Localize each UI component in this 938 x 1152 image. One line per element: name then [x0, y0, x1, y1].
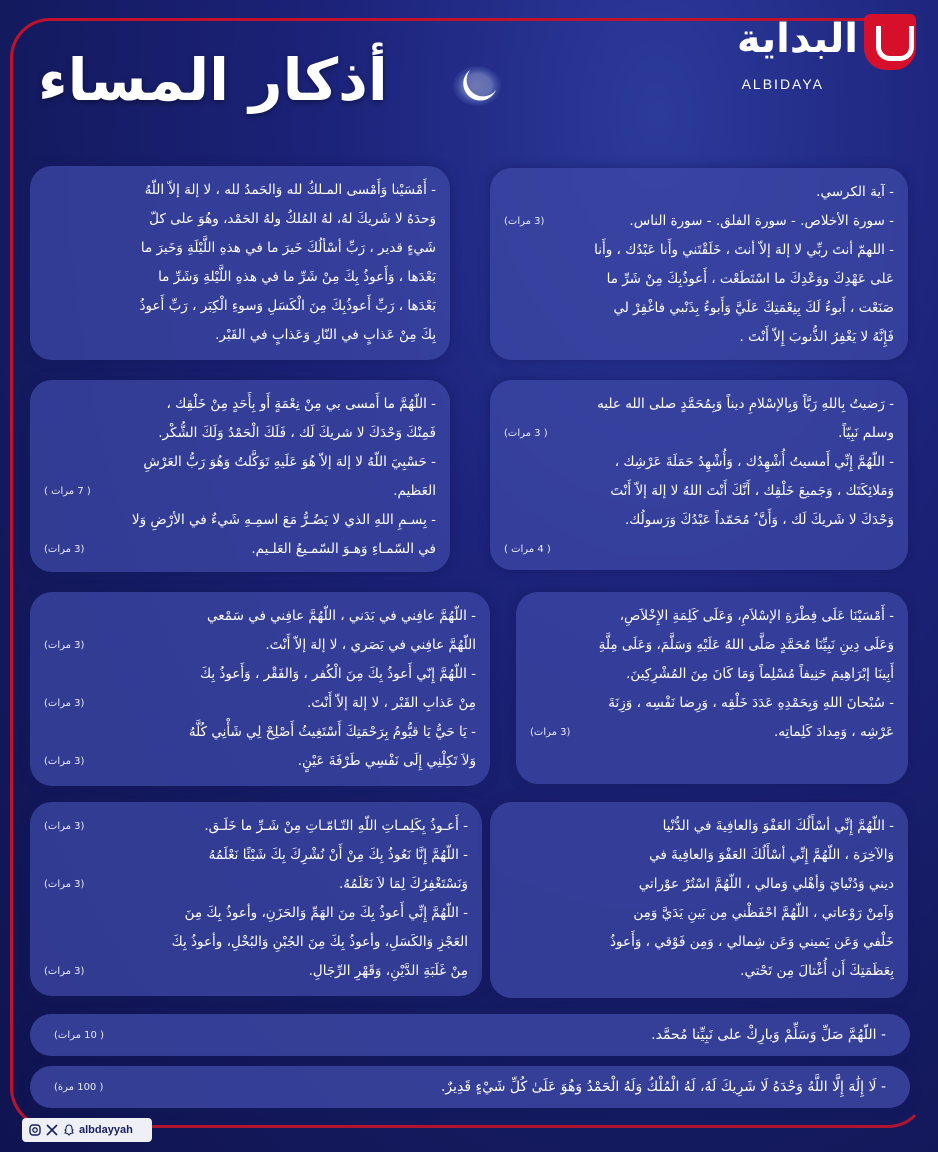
- repeat-count: (3 مرات): [44, 821, 85, 832]
- dhikr-text: وَالآخِرَة ، اللّهُمَّ إِنِّي أسْأَلُكَ العَفْوَ وَالعافِيةَ في: [649, 847, 894, 863]
- repeat-count: ( 100 مرة): [54, 1081, 104, 1093]
- dhikr-line: [504, 265, 894, 294]
- dhikr-line: [44, 477, 436, 506]
- dhikr-text: وَحْدَكَ لا شَريكَ لَك ، وَأَنَّ ُ مُحَمّداً عَبْدُكَ وَرَسولُك.: [624, 512, 894, 528]
- dhikr-line: [44, 812, 468, 841]
- dhikr-line: [504, 957, 894, 986]
- dhikr-text: عَلى عَهْدِكَ ووَعْدِكَ ما اسْتَطَعْت ، أَعوذُبِكَ مِنْ شَرِّ ما: [606, 271, 894, 287]
- dhikr-text: مِنْ عَذابِ القَبْر ، لا إلهَ إلاّ أَنْتَ.: [306, 695, 476, 711]
- dhikr-text: وَحدَهُ لا شَريكَ لهُ، لهُ المُلكُ ولهُ الحَمْد، وهُوَ على كلّ: [149, 211, 436, 227]
- dhikr-line: [504, 294, 894, 323]
- dhikr-line: [504, 535, 894, 564]
- x-icon[interactable]: [45, 1124, 58, 1137]
- social-handle[interactable]: albdayyah: [79, 1124, 133, 1136]
- dhikr-text: - اللّهُمَّ إِنِّي أَمسيتُ أُشْهِدُك ، وَأُشْهِدُ حَمَلَةَ عَرْشِك ،: [614, 454, 894, 470]
- dhikr-card: [516, 592, 908, 784]
- dhikr-card: [30, 592, 490, 786]
- dhikr-card: [490, 380, 908, 570]
- dhikr-text: - آية الكرسي.: [816, 184, 894, 200]
- dhikr-line: [504, 323, 894, 352]
- dhikr-line: [44, 841, 468, 870]
- dhikr-text: وَنَسْتَغْفِرُكَ لِمَا لاَ نَعْلَمُهُ.: [339, 876, 468, 892]
- dhikr-line: [44, 390, 436, 419]
- repeat-count: (3 مرات): [530, 727, 571, 738]
- dhikr-line: [504, 870, 894, 899]
- dhikr-line: [504, 448, 894, 477]
- dhikr-card: [30, 166, 450, 360]
- dhikr-text: - اللهمّ أنتَ ربِّي لا إلهَ إلاّ أنتَ ، خَلَقْتَني وأَنا عَبْدُك ، وأَنا: [594, 242, 894, 258]
- dhikr-text: - اللّهُمَّ إِنّي أَعوذُ بِكَ مِنَ الْكُفر ، وَالفَقْر ، وَأَعوذُ بِكَ: [199, 666, 476, 682]
- dhikr-text: وَآمِنْ رَوْعاتي ، اللّهُمَّ احْفَظْني مِن بَينِ يَدَيَّ وَمِن: [633, 905, 894, 921]
- dhikr-line: [44, 870, 468, 899]
- dhikr-line: [44, 448, 436, 477]
- dhikr-text: مِنْ غَلَبَةِ الدَّيْنِ، وَقَهْرِ الرِّجَالِ.: [308, 963, 468, 979]
- dhikr-line: [44, 928, 468, 957]
- dhikr-text: شَيءٍ قدير ، رَبِّ أسْألُكَ خَيرَ ما في هذهِ اللَّيْلَةِ وَخَيرَ ما: [140, 240, 436, 256]
- dhikr-line: [504, 506, 894, 535]
- dhikr-text: عَرْشِه ، وَمِدادَ كَلِماتِه.: [774, 724, 894, 740]
- logo-text: البداية: [736, 16, 858, 62]
- dhikr-text: العَجْزِ وَالكَسَلِ، وأعوذُ بِكَ مِنَ الجُبْنِ وَالبُخْلِ، وأعوذُ بِكَ: [171, 934, 468, 950]
- dhikr-text: صَنَعْت ، أَبوءُ لَكَ بِنِعْمَتِكَ عَلَيَّ وَأَبوءُ بِذَنْبي فاغْفِرْ لي: [613, 300, 894, 316]
- dhikr-text: - يَا حَيُّ يَا قيُّومُ بِرَحْمَتِكَ أَسْتَغِيثُ أَصْلِحْ لِي شَأْنِي كُلَّهُ: [188, 724, 476, 740]
- repeat-count: (3 مرات): [44, 756, 85, 767]
- dhikr-text: - اللّهُمَّ ما أَمسى بي مِنْ نِعْمَةٍ أَو بِأَحَدٍ مِنْ خَلْقِك ،: [166, 396, 436, 412]
- dhikr-line: [44, 602, 476, 631]
- logo-badge-icon: [864, 14, 916, 70]
- dhikr-line: [504, 390, 894, 419]
- social-footer: [22, 1118, 152, 1142]
- repeat-count: (3 مرات): [44, 879, 85, 890]
- snapchat-icon[interactable]: [62, 1124, 75, 1137]
- dhikr-line: [504, 178, 894, 207]
- dhikr-line: [44, 718, 476, 747]
- dhikr-line: [504, 419, 894, 448]
- dhikr-line: [44, 631, 476, 660]
- dhikr-card: [490, 168, 908, 360]
- dhikr-text: - اللّهُمَّ عافِني في بَدَني ، اللّهُمَّ عافِني في سَمْعي: [207, 608, 476, 624]
- dhikr-text: أَبِينَا إبْرَاهِيمَ حَنِيفاً مُسْلِماً وَمَا كَانَ مِنَ المُشْرِكِينَ.: [626, 666, 894, 682]
- dhikr-line: [44, 176, 436, 205]
- dhikr-text: فَإِنَّهُ لا يَغْفِرُ الذُّنوبَ إِلاّ أَنْتَ .: [739, 329, 894, 345]
- dhikr-line: [504, 477, 894, 506]
- dhikr-text: وَمَلائِكَتَك ، وَجَميعَ خَلْقِك ، أَنَّكَ أَنْتَ اللهُ لا إلهَ إلاّ أَنْتَ: [610, 483, 894, 499]
- dhikr-text: وَلاَ تَكِلْنِي إِلَى نَفْسِي طَرْفَةَ عَيْنٍ.: [297, 753, 476, 769]
- header: [0, 0, 938, 150]
- dhikr-text: - اللّهُمَّ إِنِّي أَعوذُ بِكَ مِنَ الهَمِّ وَالحَزَنِ، وأعوذُ بِكَ مِنَ: [184, 905, 468, 921]
- dhikr-text: بَعْدَها ، رَبِّ أَعوذُبِكَ مِنَ الْكَسَلِ وَسوءِ الْكِبَر ، رَبِّ أَعوذُ: [139, 298, 436, 314]
- dhikr-text: وَعَلَى دِينِ نَبِيِّنَا مُحَمَّدٍ صَلَّى اللهُ عَلَيْهِ وَسَلَّمَ، وَعَلَى مِلَّةِ: [598, 637, 894, 653]
- repeat-count: ( 10 مرات): [54, 1029, 104, 1041]
- dhikr-text: بَعْدَها ، وَأَعوذُ بِكَ مِنْ شَرِّ ما في هذهِ اللَّيْلةِ وَشَرِّ ما: [158, 269, 436, 285]
- logo-subtitle: ALBIDAYA: [741, 76, 824, 92]
- repeat-count: ( 7 مرات ): [44, 486, 91, 497]
- dhikr-text: بِكَ مِنْ عَذابٍ في النّارِ وَعَذابٍ في القَبْر.: [215, 327, 436, 343]
- dhikr-line: [504, 841, 894, 870]
- dhikr-text: - رَضيتُ بِاللهِ رَبَّاً وَبِالإسْلامِ ديناً وَبِمُحَمَّدٍ صلى الله عليه: [597, 396, 894, 412]
- dhikr-text: في السّمـاءِ وَهـوَ السّمـيعُ العَلـيم.: [251, 541, 436, 557]
- dhikr-text: ديني وَدُنْيايَ وَأهْلي وَمالي ، اللّهُمَّ اسْتُرْ عوْراتي: [638, 876, 894, 892]
- repeat-count: (3 مرات): [44, 966, 85, 977]
- dhikr-line: [44, 747, 476, 776]
- dhikr-line: [44, 263, 436, 292]
- brand-logo: [716, 14, 916, 92]
- dhikr-line: [530, 718, 894, 747]
- dhikr-text: - سورة الأخلاص. - سورة الفلق. - سورة الناس.: [629, 213, 894, 229]
- dhikr-text: فَمِنْكَ وَحْدَكَ لا شريكَ لَك ، فَلَكَ الْحَمْدُ وَلَكَ الشُّكْر.: [158, 425, 436, 441]
- repeat-count: ( 4 مرات ): [504, 544, 551, 555]
- dhikr-line: [44, 689, 476, 718]
- dhikr-text: خَلْفي وَعَن يَميني وَعَن شِمالي ، وَمِن فَوْقي ، وَأَعوذُ: [610, 934, 894, 950]
- repeat-count: (3 مرات): [44, 698, 85, 709]
- dhikr-text: اللّهُمَّ عافِني في بَصَري ، لا إلهَ إلاّ أَنْتَ.: [265, 637, 476, 653]
- tahlil-pill: [30, 1066, 910, 1108]
- dhikr-line: [504, 928, 894, 957]
- dhikr-card: [30, 802, 482, 996]
- repeat-count: (3 مرات): [44, 640, 85, 651]
- pill-text: - لَا إِلَٰهَ إِلَّا اللَّهُ وَحْدَهُ لَا شَرِيكَ لَهُ، لَهُ الْمُلْكُ وَلَهُ الْحَمْدُ وَهُوَ عَلَىٰ كُلِّ شَيْءٍ قَدِيرٌ.: [440, 1079, 886, 1095]
- dhikr-line: [44, 292, 436, 321]
- dhikr-card: [30, 380, 450, 572]
- dhikr-text: العَظيم.: [393, 483, 436, 499]
- moon-icon: [452, 64, 502, 108]
- pill-text: - اللّهُمَّ صَلِّ وَسَلِّمْ وَبارِكْ على نَبِيِّنا مُحمَّد.: [651, 1027, 886, 1043]
- dhikr-card: [490, 802, 908, 998]
- dhikr-text: - أَمْسَيْنَا عَلَى فِطْرَةِ الإسْلاَمِ، وَعَلَى كَلِمَةِ الإِخْلاَصِ،: [619, 608, 894, 624]
- dhikr-line: [504, 236, 894, 265]
- page-title: أذكار المساء: [38, 46, 388, 114]
- dhikr-text: بِعَظَمَتِكَ أَن أُغْتالَ مِن تَحْتي.: [740, 963, 894, 979]
- dhikr-text: - أَمْسَيْنا وَأَمْسى المـلكُ لله وَالحَمدُ لله ، لا إلهَ إلاّ اللّهُ: [144, 182, 436, 198]
- dhikr-line: [530, 660, 894, 689]
- dhikr-text: - أَعـوذُ بِكَلِمـاتِ اللّهِ التّـامّـاتِ مِنْ شَـرِّ ما خَلَـق.: [204, 818, 468, 834]
- instagram-icon[interactable]: [28, 1124, 41, 1137]
- dhikr-line: [504, 899, 894, 928]
- dhikr-text: - حَسْبِيَ اللّهُ لا إلهَ إلاّ هُوَ عَلَيهِ تَوَكَّلتُ وَهُوَ رَبُّ العَرْشِ: [143, 454, 436, 470]
- repeat-count: (3 مرات): [44, 544, 85, 555]
- dhikr-line: [44, 957, 468, 986]
- dhikr-text: - سُبْحانَ اللهِ وَبِحَمْدِهِ عَدَدَ خَلْقِه ، وَرِضا نَفْسِه ، وَزِنَةَ: [608, 695, 894, 711]
- dhikr-line: [44, 234, 436, 263]
- dhikr-line: [44, 321, 436, 350]
- dhikr-line: [530, 689, 894, 718]
- dhikr-line: [504, 207, 894, 236]
- repeat-count: ( 3 مرات): [504, 428, 548, 439]
- repeat-count: (3 مرات): [504, 216, 545, 227]
- dhikr-line: [44, 506, 436, 535]
- dhikr-line: [44, 205, 436, 234]
- salawat-pill: [30, 1014, 910, 1056]
- dhikr-line: [44, 419, 436, 448]
- dhikr-line: [504, 812, 894, 841]
- dhikr-line: [44, 899, 468, 928]
- dhikr-text: - اللّهُمَّ إِنِّي أسْأَلُكَ العَفْوَ وَالعافِيةَ في الدُّنْيا: [662, 818, 894, 834]
- dhikr-text: - بِسـمِ اللهِ الذي لا يَضُـرُّ مَعَ اسمِـهِ شَيءٌ في الأرْضِ وَلا: [131, 512, 436, 528]
- dhikr-line: [530, 602, 894, 631]
- dhikr-text: وسلم نَبِيّاً.: [838, 425, 894, 441]
- dhikr-text: - اللّهُمَّ إِنَّا نَعُوذُ بِكَ مِنْ أَنْ نُشْرِكَ بِكَ شَيْئًا نَعْلَمُهُ: [208, 847, 468, 863]
- dhikr-line: [44, 535, 436, 564]
- dhikr-line: [530, 631, 894, 660]
- dhikr-line: [44, 660, 476, 689]
